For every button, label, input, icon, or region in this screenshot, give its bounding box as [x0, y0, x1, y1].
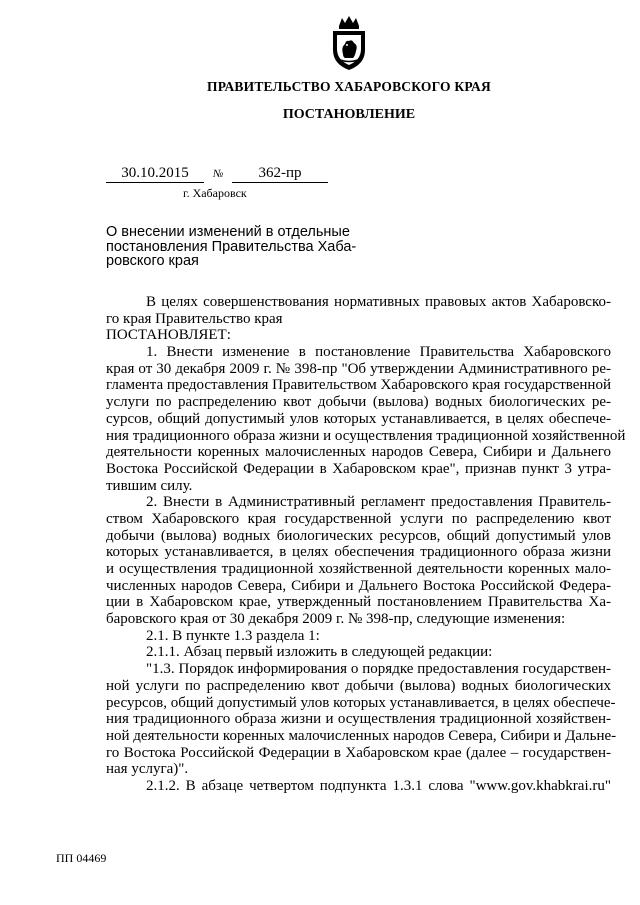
city: г. Хабаровск — [183, 186, 247, 200]
number-sign: № — [213, 168, 224, 180]
body-line: ресурсов, общий допустимый улов которых устанавливается, в целях обеспече- — [106, 694, 616, 711]
body-line: 1. Внести изменение в постановление Правительства Хабаровского — [146, 344, 611, 361]
body-line: го края Правительство края — [106, 310, 283, 327]
body-line: услуги по распределению квот добычи (вылова) водных биологических ре- — [106, 394, 611, 411]
body-line: ством Хабаровского края государственной услуги по распределению квот — [106, 510, 611, 527]
subject-line: постановления Правительства Хаба- — [106, 238, 357, 255]
body-line: баровского края от 30 декабря 2009 г. № 398-пр, следующие изменения: — [106, 611, 566, 628]
body-line: ции в Хабаровском крае, утвержденный постановлением Правительства Ха- — [106, 594, 611, 611]
body-line: ной услуги по распределению квот добычи (вылова) водных биологических — [106, 677, 611, 694]
document-type: ПОСТАНОВЛЕНИЕ — [282, 107, 416, 122]
body-line: ния традиционного образа жизни и осуществления традиционной хозяйствен- — [106, 711, 611, 728]
decree-number: 362-пр — [232, 165, 328, 183]
decree-body — [106, 294, 626, 795]
body-line: деятельности коренных малочисленных народов Севера, Сибири и Дальнего — [106, 444, 611, 461]
body-line: 2. Внести в Административный регламент предоставления Правитель- — [146, 494, 611, 511]
coat-of-arms-icon — [329, 14, 369, 72]
body-line: которых устанавливается, в целях обеспечения традиционного образа жизни — [106, 544, 611, 561]
body-line: В целях совершенствования нормативных правовых актов Хабаровско- — [146, 294, 611, 310]
body-line: ния традиционного образа жизни и осуществления традиционной хозяйственной — [106, 427, 626, 444]
body-line: ная услуга)". — [106, 761, 189, 778]
body-line: численных народов Севера, Сибири и Дальнего Востока Российской Федера- — [106, 577, 611, 594]
subject-line: ровского края — [106, 253, 199, 269]
body-line: добычи (вылова) водных биологических ресурсов, общий допустимый улов — [106, 527, 611, 544]
body-line: Востока Российской Федерации в Хабаровском крае", признав пункт 3 утра- — [106, 460, 611, 477]
body-line: и осуществления традиционной хозяйственной деятельности коренных мало- — [106, 561, 611, 577]
body-line: "1.3. Порядок информирования о порядке предоставления государствен- — [146, 661, 611, 678]
body-line: края от 30 декабря 2009 г. № 398-пр "Об утверждении Административного ре- — [106, 360, 611, 377]
body-line: сурсов, общий допустимый улов которых устанавливается, в целях обеспече- — [106, 410, 611, 427]
body-line: 2.1. В пункте 1.3 раздела 1: — [146, 627, 320, 644]
decree-date: 30.10.2015 — [106, 165, 204, 183]
body-line: го Востока Российской Федерации в Хабаровском крае (далее – государствен- — [106, 744, 611, 761]
body-line: 2.1.1. Абзац первый изложить в следующей редакции: — [146, 644, 493, 661]
decree-subject — [106, 224, 357, 269]
body-line: гламента предоставления Правительством Хабаровского края государственной — [106, 377, 611, 394]
body-line: тившим силу. — [106, 477, 193, 494]
body-line: 2.1.2. В абзаце четвертом подпункта 1.3.1 слова "www.gov.khabkrai.ru" — [146, 777, 611, 794]
body-line: ПОСТАНОВЛЯЕТ: — [106, 327, 231, 344]
body-line: ной деятельности коренных малочисленных народов Севера, Сибири и Дальне- — [106, 727, 617, 744]
subject-line: О внесении изменений в отдельные — [106, 224, 350, 240]
government-title: ПРАВИТЕЛЬСТВО ХАБАРОВСКОГО КРАЯ — [207, 79, 491, 94]
document-code: ПП 04469 — [56, 851, 107, 865]
